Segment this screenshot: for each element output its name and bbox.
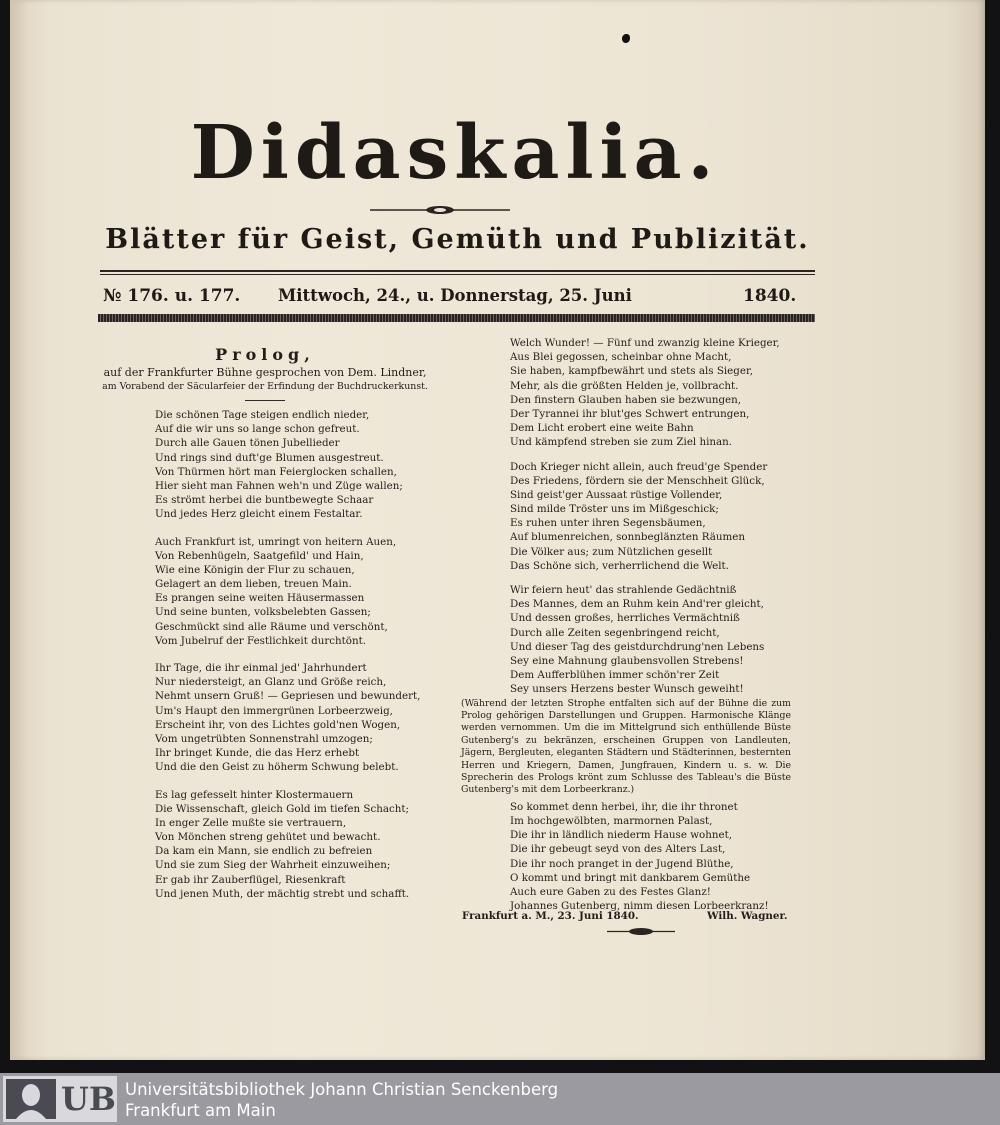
verse-line: Vom Jubelruf der Festlichkeit durchtönt. [155,634,367,647]
verse-line: Sie haben, kampfbewährt und stets als Sieger, [510,365,754,378]
verse-line: Da kam ein Mann, sie endlich zu befreien [155,845,373,858]
verse-line: Und dieser Tag des geistdurchdrung'nen Lebens [510,640,765,653]
verse-line: Welch Wunder! — Fünf und zwanzig kleine Krieger, [510,337,780,349]
verse-line: Hier sieht man Fahnen weh'n und Züge wallen; [155,479,403,492]
masthead-subtitle: Blätter für Geist, Gemüth und Publizität. [105,224,810,255]
verse-line: Dem Licht erobert eine weite Bahn [510,422,694,435]
verse-line: Der Tyrannei ihr blut'ges Schwert entrungen, [510,407,750,420]
place-date-line: Frankfurt a. M., 23. Juni 1840. [462,910,639,922]
verse-line: Von Thürmen hört man Feierglocken schallen, [155,465,397,478]
verse-line: Auf die wir uns so lange schon gefreut. [155,423,360,436]
logo-text: UB [61,1080,116,1118]
library-footer-bar [0,1073,1000,1125]
verse-line: Und dessen großes, herrliches Vermächtniß [510,612,740,625]
newspaper-page [10,0,985,1060]
verse-line: Und die den Geist zu höherm Schwung belebt. [155,761,399,774]
verse-line: Die schönen Tage steigen endlich nieder, [155,409,370,421]
stanza [155,408,445,522]
verse-line: Das Schöne sich, verherrlichend die Welt. [510,559,729,572]
verse-line: Aus Blei gegossen, scheinbar ohne Macht, [510,351,732,364]
verse-line: Sind geist'ger Aussaat rüstige Vollender, [510,488,723,501]
verse-line: Den finstern Glauben haben sie bezwungen, [510,393,742,406]
issue-number: № 176. u. 177. [103,286,241,306]
stage-direction: (Während der letzten Strophe entfalten sich auf der Bühne die zum Prolog gehörigen Darstellungen und Gruppen. Harmonische Klänge werden vernommen. Um die im Mittelgrund sich enthüllende Büste Gutenberg's zu bekränzen, erscheinen Gruppen von Landleuten, Jägern, Bergleuten, eleganten Städtern und Städterinnen, besternten Herren und Kriegern, Damen, Jungfrauen, Kindern u. s. w. Die Sprecherin des Prologs krönt zum Schlusse des Tableau's die Büste Gutenberg's mit dem Lorbeerkranz.) [461,697,791,796]
verse-line: Und jedes Herz gleicht einem Festaltar. [155,508,363,521]
verse-line: Die Völker aus; zum Nützlichen gesellt [510,545,713,558]
verse-line: Geschmückt sind alle Räume und verschönt, [155,620,388,633]
stanza [155,788,445,902]
verse-line: Sind milde Tröster uns im Mißgeschick; [510,503,719,516]
verse-line: Auch eure Gaben zu des Festes Glanz! [510,885,711,898]
verse-line: Und jenen Muth, der mächtig strebt und schafft. [155,887,410,900]
stanza [510,336,801,450]
verse-line: Ihr bringet Kunde, die das Herz erhebt [155,747,360,760]
stanza [510,800,801,914]
verse-line: Und kämpfend streben sie zum Ziel hinan. [510,436,733,449]
verse-line: Auf blumenreichen, sonnbeglänzten Räumen [510,531,746,544]
verse-line: Es ruhen unter ihren Segensbäumen, [510,517,706,530]
verse-line: Von Mönchen streng gehütet und bewacht. [155,831,381,844]
verse-line: Durch alle Gauen tönen Jubellieder [155,437,340,450]
verse-line: Des Mannes, dem an Ruhm kein And'rer gleicht, [510,598,764,611]
closing-ornament-icon [607,927,675,936]
right-column [451,336,801,913]
verse-line: Im hochgewölbten, marmornen Palast, [510,814,713,827]
page-fold-shadow [10,0,28,1060]
verse-line: Nehmt unsern Gruß! — Gepriesen und bewundert, [155,690,421,703]
verse-line: Und seine bunten, volksbelebten Gassen; [155,606,371,619]
masthead-title: Didaskalia. [190,110,720,196]
prolog-heading [85,345,445,401]
verse-line: Vom ungetrübten Sonnenstrahl umzogen; [155,732,373,745]
verse-line: Die Wissenschaft, gleich Gold im tiefen Schacht; [155,802,410,815]
institution-city: Frankfurt am Main [125,1101,276,1120]
verse-line: Mehr, als die größten Helden je, vollbracht. [510,379,739,392]
stanza [510,460,801,574]
verse-line: In enger Zelle mußte sie vertrauern, [155,816,347,829]
left-column [85,345,445,901]
verse-line: Dem Aufferblühen immer schön'rer Zeit [510,669,720,682]
verse-line: O kommt und bringt mit dankbarem Gemüthe [510,871,751,884]
verse-line: Die ihr noch pranget in der Jugend Blüthe, [510,857,734,870]
stanza [510,583,801,697]
verse-line: Es lag gefesselt hinter Klostermauern [155,788,354,801]
verse-line: Erscheint ihr, von des Lichtes gold'nen Wogen, [155,718,401,731]
masthead-ornament-icon [370,204,510,216]
verse-line: Es strömt herbei die buntbewegte Schaar [155,494,374,507]
prolog-occasion: am Vorabend der Säcularfeier der Erfindung der Buchdruckerkunst. [102,381,428,392]
verse-line: Er gab ihr Zauberflügel, Riesenkraft [155,873,346,886]
verse-line: Ihr Tage, die ihr einmal jed' Jahrhundert [155,662,367,674]
verse-line: Die ihr gebeugt seyd von des Alters Last, [510,843,726,856]
verse-line: Des Friedens, fördern sie der Menschheit Glück, [510,474,765,487]
verse-line: So kommet denn herbei, ihr, die ihr thronet [510,800,738,813]
verse-line: Wie eine Königin der Flur zu schauen, [155,563,355,576]
verse-line: Es prangen seine weiten Häusermassen [155,592,365,605]
ink-blot [622,34,630,43]
verse-line: Von Rebenhügeln, Saatgefild' und Hain, [155,549,364,562]
verse-line: Sey eine Mahnung glaubensvollen Strebens! [510,654,744,667]
verse-line: Gelagert an dem lieben, treuen Main. [155,578,352,591]
institution-name: Universitätsbibliothek Johann Christian Senckenberg [125,1080,559,1099]
verse-line: Nur niedersteigt, an Glanz und Größe reich, [155,676,387,689]
verse-line: Um's Haupt den immergrünen Lorbeerzweig, [155,704,393,717]
verse-line: Und sie zum Sieg der Wahrheit einzuweihen; [155,859,391,872]
prolog-subtitle: auf der Frankfurter Bühne gesprochen von Dem. Lindner, [103,366,427,379]
verse-line: Durch alle Zeiten segenbringend reicht, [510,626,720,639]
issue-year: 1840. [743,286,797,306]
library-logo [3,1076,117,1122]
verse-line: Doch Krieger nicht allein, auch freud'ge Spender [510,460,768,473]
header-rule [100,270,815,275]
dateline-rule [98,314,815,322]
prolog-title: Prolog, [215,345,315,364]
stanza [155,535,445,649]
author-signature: Wilh. Wagner. [707,910,788,922]
verse-line: Die ihr in ländlich niederm Hause wohnet, [510,829,732,842]
verse-line: Auch Frankfurt ist, umringt von heitern Auen, [155,535,397,548]
verse-line: Wir feiern heut' das strahlende Gedächtniß [510,584,737,596]
heading-rule [245,400,285,401]
verse-line: Johannes Gutenberg, nimm diesen Lorbeerkranz! [510,900,769,913]
issue-date: Mittwoch, 24., u. Donnerstag, 25. Juni [278,286,632,305]
verse-line: Und rings sind duft'ge Blumen ausgestreut. [155,451,384,464]
stanza [155,661,445,775]
verse-line: Sey unsers Herzens bester Wunsch geweiht! [510,683,744,696]
portrait-icon [6,1079,56,1119]
